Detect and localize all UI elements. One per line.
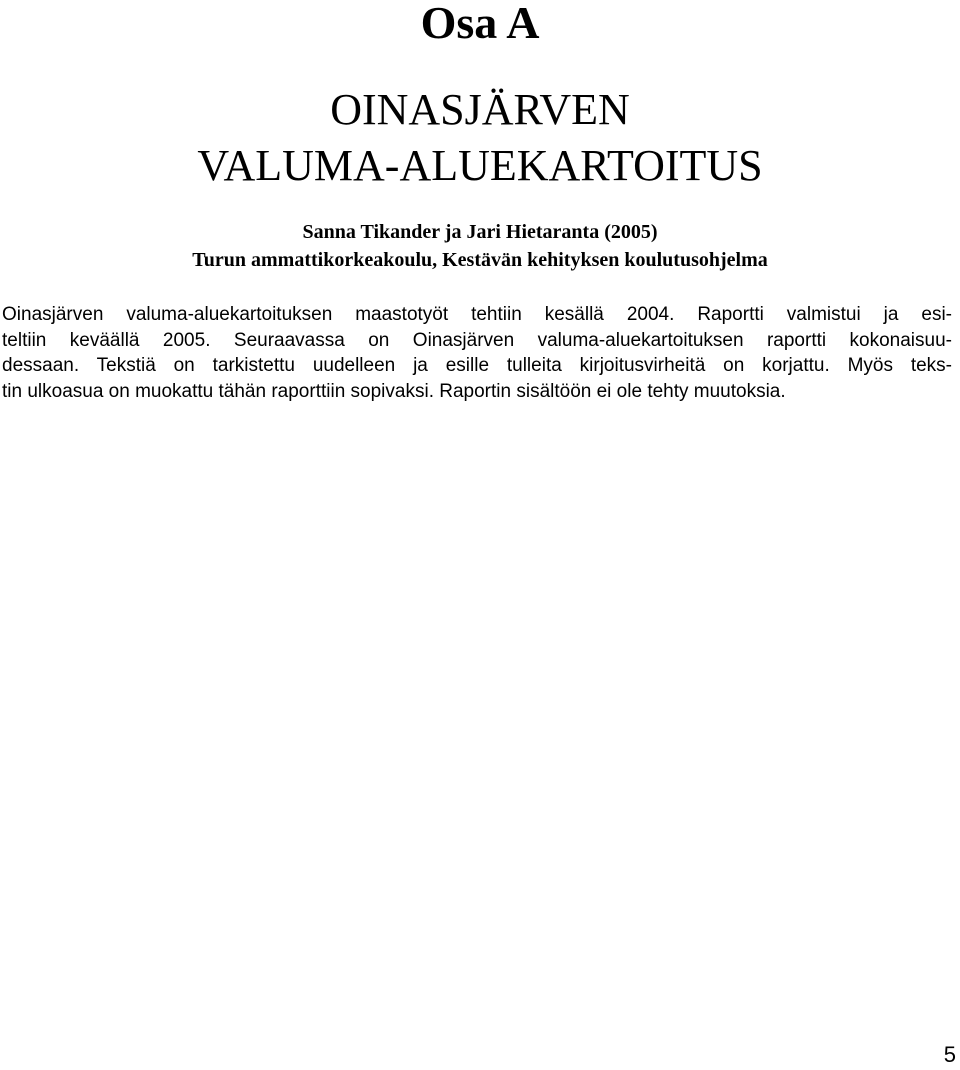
- title-line-1: OINASJÄRVEN: [330, 85, 630, 134]
- intro-paragraph: [2, 302, 952, 404]
- page-number: 5: [943, 1042, 956, 1067]
- authors: Sanna Tikander ja Jari Hietaranta (2005): [302, 221, 658, 243]
- page-title: [0, 82, 960, 194]
- part-label: Osa A: [420, 0, 540, 48]
- institution: Turun ammattikorkeakoulu, Kestävän kehityksen koulutusohjelma: [192, 249, 768, 271]
- intro-line-2: teltiin keväällä 2005. Seuraavassa on Oinasjärven valuma-aluekartoituksen raportti kokonaisuu-: [2, 329, 952, 351]
- title-line-2: VALUMA-ALUEKARTOITUS: [197, 141, 763, 190]
- intro-line-1: Oinasjärven valuma-aluekartoituksen maastotyöt tehtiin kesällä 2004. Raportti valmistui ja esi-: [2, 304, 952, 325]
- intro-line-4: tin ulkoasua on muokattu tähän raporttiin sopivaksi. Raportin sisältöön ei ole tehty muutoksia.: [2, 380, 786, 402]
- byline: [0, 218, 960, 274]
- intro-line-3: dessaan. Tekstiä on tarkistettu uudelleen ja esille tulleita kirjoitusvirheitä on korjattu. Myös teks-: [2, 355, 952, 376]
